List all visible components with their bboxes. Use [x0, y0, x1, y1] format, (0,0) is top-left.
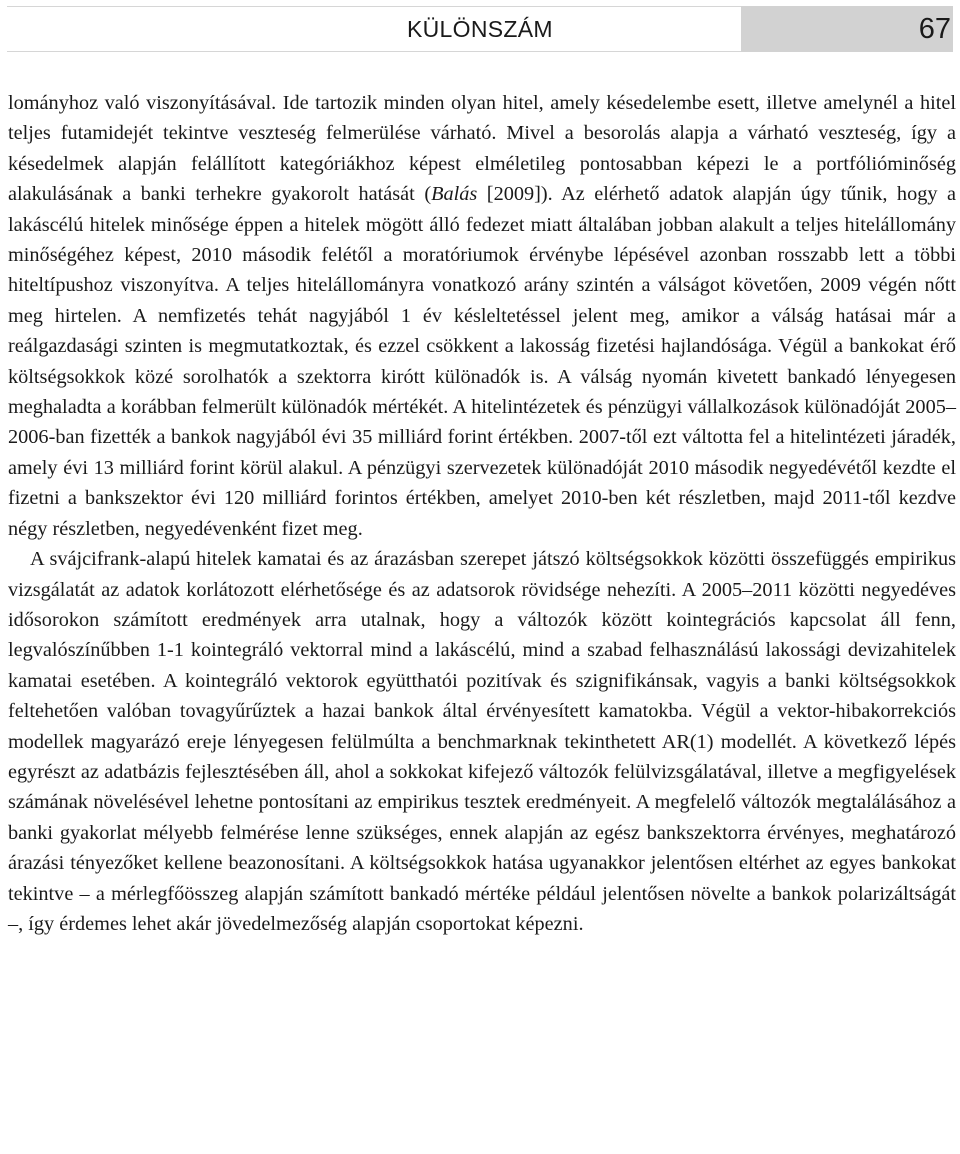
paragraph-1-text-a: lományhoz való viszonyításával. Ide tartozik minden olyan hitel, amely késedelembe esett, illetve amelynél a hitel teljes futamidejét tekintve veszteség felmerülése várható. Mivel a besorolás alapja a várható veszteség, így a késedelmek alapján felállított kategóriákhoz képest elméletileg pontosabban képezi le a portfólióminőség alakulásának a banki terhekre gyakorolt hatását ( [8, 92, 956, 206]
paragraph-1 [8, 88, 956, 544]
citation-author: Balás [431, 183, 478, 206]
article-body [8, 88, 956, 939]
section-title: KÜLÖNSZÁM [7, 6, 741, 52]
page-number-box [741, 6, 953, 52]
page-number: 67 [918, 12, 951, 45]
paragraph-2: A svájcifrank-alapú hitelek kamatai és az árazásban szerepet játszó költségsokkok közötti összefüggés empirikus vizsgálatát az adatok korlátozott elérhetősége és az adatsorok rövidsége nehezíti. A 2005–2011 közötti negyedéves idősorokon számított eredmények arra utalnak, hogy a változók között kointegrációs kapcsolat áll fenn, legvalószínűbben 1-1 kointegráló vektorral mind a lakáscélú, mind a szabad felhasználású lakossági devizahitelek kamatai esetében. A kointegráló vektorok együtthatói pozitívak és szignifikánsak, vagyis a banki költségsokkok feltehetően valóban tovagyűrűztek a hazai bankok által érvényesített kamatokba. Végül a vektor-hibakorrekciós modellek magyarázó ereje lényegesen felülmúlta a benchmarknak tekinthetett AR(1) modellét. A következő lépés egyrészt az adatbázis fejlesztésében áll, ahol a sokkokat kifejező változók felülvizsgálatával, illetve a megfigyelések számának növelésével lehetne pontosítani az empirikus tesztek eredményeit. A megfelelő változók megtalálásához a banki gyakorlat mélyebb felmérése lenne szükséges, ennek alapján az egész bankszektorra érvényes, meghatározó árazási tényezőket kellene beazonosítani. A költségsokkok hatása ugyanakkor jelentősen eltérhet az egyes bankokat tekintve – a mérlegfőösszeg alapján számított bankadó mértéke például jelentősen növelte a bankok polarizáltságát –, így érdemes lehet akár jövedelmezőség alapján csoportokat képezni. [8, 548, 956, 935]
paragraph-1-text-b: [2009]). Az elérhető adatok alapján úgy tűnik, hogy a lakáscélú hitelek minősége éppen a hitelek mögött álló fedezet miatt általában jobban alakult a teljes hitelállomány minőségéhez képest, 2010 második felétől a moratóriumok érvénybe lépésével azonban rosszabb lett a többi hiteltípushoz viszonyítva. A teljes hitelállományra vonatkozó arány szintén a válságot követően, 2009 végén nőtt meg hirtelen. A nemfizetés tehát nagyjából 1 év késleltetéssel jelent meg, amikor a válság hatásai már a reálgazdasági szinten is megmutatkoztak, és ezzel csökkent a lakosság fizetési hajlandósága. Végül a bankokat érő költségsokkok közé sorolhatók a szektorra kirótt különadók is. A válság nyomán kivetett bankadó lényegesen meghaladta a korábban felmerült különadók mértékét. A hitelintézetek és pénzügyi vállalkozások különadóját 2005–2006-ban fizették a bankok nagyjából évi 35 milliárd forint értékben. 2007-től ezt váltotta fel a hitelintézeti járadék, amely évi 13 milliárd forint körül alakul. A pénzügyi szervezetek különadóját 2010 második negyedévétől kezdte el fizetni a bankszektor évi 120 milliárd forintos értékben, amelyet 2010-ben két részletben, majd 2011-től kezdve négy részletben, negyedévenként fizet meg. [8, 183, 957, 540]
page-header [7, 6, 953, 52]
